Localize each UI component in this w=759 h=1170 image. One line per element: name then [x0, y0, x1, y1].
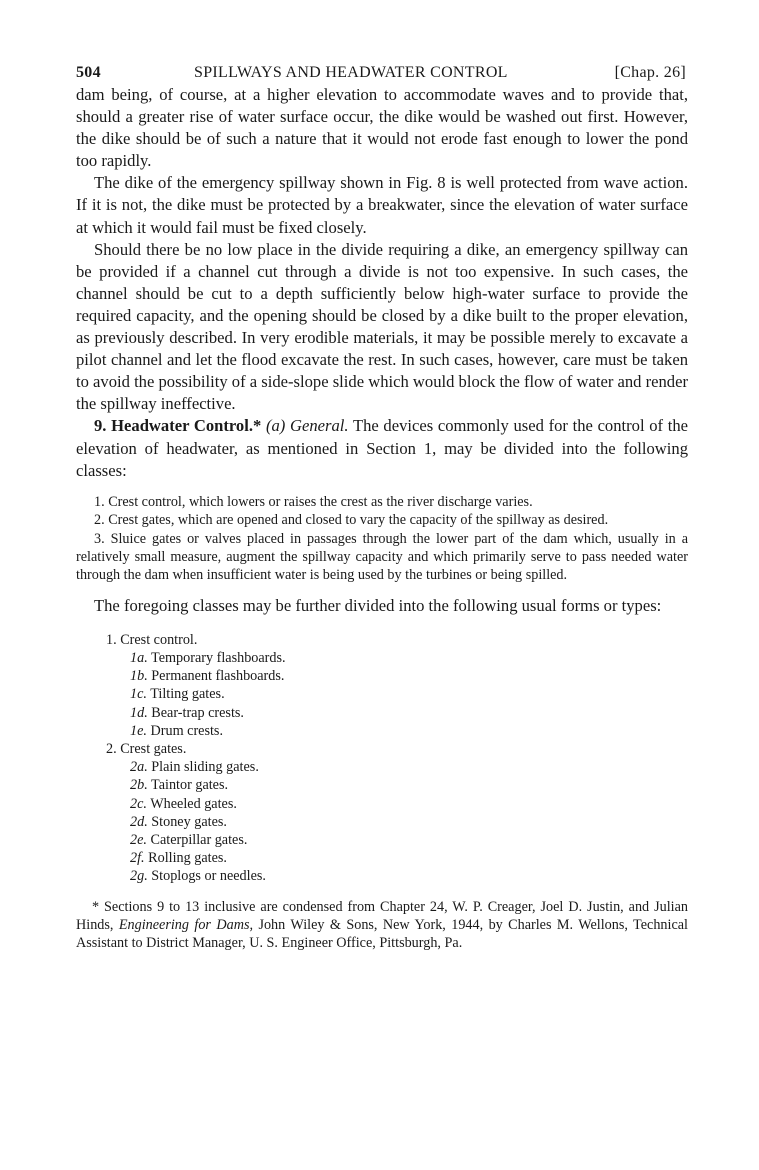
type-item-number: 2g.	[130, 868, 148, 885]
type-item	[130, 704, 688, 722]
paragraph-3: Should there be no low place in the divide requiring a dike, an emergency spillway can be provided if a channel cut through a divide is not too expensive. In such cases, the channel should be cut to a depth sufficiently below high-water surface to provide the required capacity, and the opening should be closed by a dike built to the proper elevation, as previously described. In very erodible materials, it may be possible merely to excavate a pilot channel and let the flood excavate the rest. In such cases, however, care must be taken to avoid the possibility of a side-slope slide which would block the flow of water and render the spillway ineffective.	[76, 239, 688, 414]
type-item-label: Stoney gates.	[151, 813, 227, 830]
type-item	[130, 831, 688, 849]
body-text	[76, 84, 688, 482]
type-group-crest-control: 1. Crest control.	[106, 631, 198, 648]
type-group-crest-gates: 2. Crest gates.	[106, 741, 187, 758]
paragraph-5: The foregoing classes may be further divided into the following usual forms or types:	[94, 595, 662, 615]
paragraph-4	[76, 415, 688, 481]
type-item-label: Permanent flashboards.	[151, 668, 285, 685]
type-item-number: 1d.	[130, 704, 148, 721]
paragraph-2: The dike of the emergency spillway shown in Fig. 8 is well protected from wave action. If it is not, the dike must be protected by a breakwater, since the elevation of water surface at which it would fail must be fixed closely.	[76, 173, 688, 237]
class-item: 3. Sluice gates or valves placed in passages through the lower part of the dam which, usually in a relatively small measure, augment the spillway capacity and which primarily serve to pass needed water through the dam when insufficient water is being used by the turbines or being spilled.	[76, 530, 688, 584]
type-item-label: Wheeled gates.	[150, 795, 237, 812]
type-item-label: Bear-trap crests.	[151, 704, 244, 721]
chapter-label: [Chap. 26]	[614, 64, 686, 81]
classes-list	[76, 493, 688, 585]
running-title: SPILLWAYS AND HEADWATER CONTROL	[194, 64, 508, 81]
type-item-number: 1b.	[130, 668, 148, 685]
section-heading: 9. Headwater Control.*	[94, 416, 262, 436]
type-item	[130, 722, 688, 740]
footnote-book-title: Engineering for Dams,	[118, 917, 254, 934]
type-item-number: 1a.	[130, 650, 148, 667]
type-item	[130, 667, 688, 685]
type-item-number: 2e.	[130, 832, 147, 849]
type-item-label: Rolling gates.	[148, 850, 227, 867]
types-list	[106, 631, 688, 886]
type-item	[130, 849, 688, 867]
type-item-label: Taintor gates.	[151, 777, 229, 794]
type-item-number: 2d.	[130, 813, 148, 830]
type-item-number: 1c.	[130, 686, 147, 703]
page	[76, 56, 688, 953]
class-item: 1. Crest control, which lowers or raises the crest as the river discharge varies.	[94, 493, 533, 510]
type-item-label: Plain sliding gates.	[151, 759, 259, 776]
type-item	[130, 813, 688, 831]
type-item-number: 1e.	[130, 722, 147, 739]
type-item-number: 2c.	[130, 795, 147, 812]
type-item	[130, 776, 688, 794]
type-item-label: Tilting gates.	[150, 686, 225, 703]
type-item	[130, 795, 688, 813]
footnote-post: John Wiley & Sons, New York, 1944, by Charles M. Wellons, Technical Assistant to District Manager, U. S. Engineer Office, Pittsburgh, Pa.	[76, 917, 688, 952]
type-item	[130, 867, 688, 885]
running-head	[76, 56, 688, 84]
footnote-text	[76, 898, 688, 953]
class-item: 2. Crest gates, which are opened and closed to vary the capacity of the spillway as desired.	[94, 512, 609, 529]
footnote-pre: * Sections 9 to 13 inclusive are condensed from Chapter 24, W. P. Creager, Joel D. Justin, and Julian Hinds,	[76, 898, 688, 934]
type-item	[130, 649, 688, 667]
type-item-label: Drum crests.	[150, 722, 223, 739]
type-item-label: Stoplogs or needles.	[151, 868, 266, 885]
body-text-2	[76, 595, 688, 617]
paragraph-4-text: The devices commonly used for the control of the elevation of headwater, as mentioned in Section 1, may be divided into the following classes:	[76, 416, 689, 480]
footnote	[76, 898, 688, 953]
type-item-label: Caterpillar gates.	[150, 832, 248, 849]
paragraph-1: dam being, of course, at a higher elevation to accommodate waves and to provide that, should a greater rise of water surface occur, the dike would be washed out first. However, the dike should be of such a nature that it would not erode fast enough to lower the pond too rapidly.	[76, 85, 688, 171]
type-item-number: 2a.	[130, 759, 148, 776]
type-item-label: Temporary flashboards.	[151, 650, 286, 667]
page-number: 504	[76, 64, 101, 81]
type-item-number: 2f.	[130, 850, 145, 867]
subsection-heading: (a) General.	[265, 416, 349, 436]
type-item-number: 2b.	[130, 777, 148, 794]
type-item	[130, 685, 688, 703]
type-item	[130, 758, 688, 776]
